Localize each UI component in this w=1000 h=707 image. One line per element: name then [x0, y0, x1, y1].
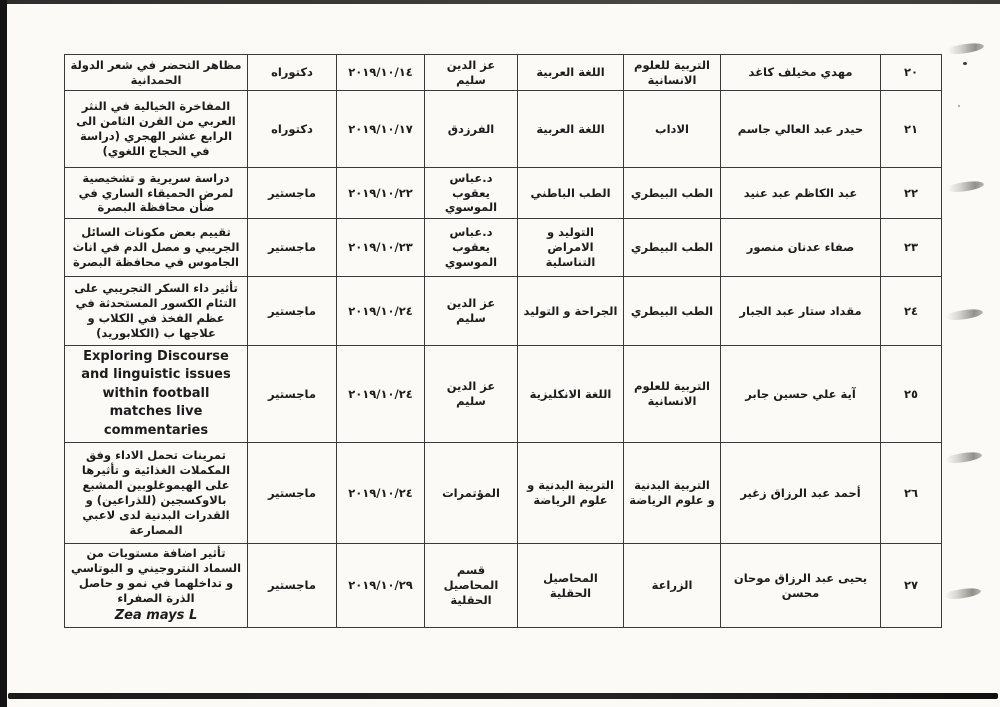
cell-name: حيدر عبد العالي جاسم: [721, 91, 881, 168]
scan-edge-top: [0, 0, 1000, 4]
thesis-title-text: تأثير داء السكر التجريبي على التئام الكسور المستحدثة في عظم الفخذ في الكلاب و علاجها ب (الكلابوريد): [74, 281, 238, 340]
cell-degree: دكتوراه: [248, 91, 337, 168]
cell-degree: ماجستير: [248, 544, 337, 628]
scan-speck: [958, 105, 960, 107]
cell-department: اللغة العربية: [518, 55, 624, 91]
thesis-title-text: مظاهر التحضر في شعر الدولة الحمدانية: [70, 57, 242, 87]
cell-degree: ماجستير: [248, 219, 337, 277]
cell-name: مهدي مخيلف كاغد: [721, 55, 881, 91]
cell-college: الاداب: [624, 91, 721, 168]
cell-name: صفاء عدنان منصور: [721, 219, 881, 277]
cell-no: ٢٥: [881, 346, 942, 443]
cell-department: اللغة الانكليزية: [518, 346, 624, 443]
cell-date: ٢٠١٩/١٠/٢٩: [337, 544, 425, 628]
cell-title: [65, 55, 248, 91]
cell-hall: عز الدين سليم: [425, 277, 518, 346]
thesis-title-text: تمرينات تحمل الاداء وفق المكملات الغذائية و تأثيرها على الهيموغلوبين المشبع بالاوكسجين (للذراعين) و القدرات البدنية لدى لاعبي المصارعة: [81, 448, 231, 538]
cell-title: [65, 346, 248, 443]
scan-smudge: [947, 307, 984, 322]
cell-department: المحاصيل الحقلية: [518, 544, 624, 628]
table-row: [65, 443, 942, 544]
cell-title: [65, 91, 248, 168]
scan-edge-left: [0, 0, 7, 707]
thesis-title-text: تأثير اضافة مستويات من السماد النتروجيني و البوتاسي و تداخلهما في نمو و حاصل الذرة الصفراء: [70, 546, 242, 606]
cell-hall: المؤتمرات: [425, 443, 518, 544]
cell-college: الطب البيطري: [624, 219, 721, 277]
cell-date: ٢٠١٩/١٠/١٤: [337, 55, 425, 91]
cell-hall: د.عباس يعقوب الموسوي: [425, 168, 518, 219]
cell-no: ٢٢: [881, 168, 942, 219]
cell-college: التربية للعلوم الانسانية: [624, 55, 721, 91]
thesis-title-text: تقييم بعض مكونات السائل الجريبي و مصل الدم في اناث الجاموس في محافظة البصرة: [72, 225, 240, 269]
table-row: [65, 55, 942, 91]
table-row: [65, 346, 942, 443]
cell-degree: ماجستير: [248, 168, 337, 219]
cell-degree: دكتوراه: [248, 55, 337, 91]
cell-department: التربية البدنية و علوم الرياضة: [518, 443, 624, 544]
cell-date: ٢٠١٩/١٠/٢٤: [337, 346, 425, 443]
cell-college: الزراعة: [624, 544, 721, 628]
cell-hall: قسم المحاصيل الحقلية: [425, 544, 518, 628]
cell-title: [65, 443, 248, 544]
cell-college: التربية البدنية و علوم الرياضة: [624, 443, 721, 544]
cell-degree: ماجستير: [248, 346, 337, 443]
cell-no: ٢٤: [881, 277, 942, 346]
cell-name: مقداد ستار عبد الجبار: [721, 277, 881, 346]
cell-title: [65, 168, 248, 219]
cell-name: آية علي حسين جابر: [721, 346, 881, 443]
cell-title: [65, 277, 248, 346]
thesis-title-text: Exploring Discourse and linguistic issues within football matches live commentaries: [81, 349, 231, 438]
cell-name: يحيى عبد الرزاق موحان محسن: [721, 544, 881, 628]
thesis-title-text: دراسة سريرية و تشخيصية لمرض الحميقاء الساري في ضأن محافظة البصرة: [78, 170, 234, 215]
thesis-title-latin-name: Zea mays L: [114, 608, 198, 624]
cell-no: ٢٠: [881, 55, 942, 91]
cell-name: عبد الكاظم عبد عنيد: [721, 168, 881, 219]
cell-no: ٢١: [881, 91, 942, 168]
cell-college: الطب البيطري: [624, 277, 721, 346]
cell-college: التربية للعلوم الانسانية: [624, 346, 721, 443]
scan-speck: [963, 62, 967, 65]
cell-degree: ماجستير: [248, 277, 337, 346]
scan-smudge: [948, 179, 985, 194]
cell-department: اللغة العربية: [518, 91, 624, 168]
cell-name: أحمد عبد الرزاق زغير: [721, 443, 881, 544]
scan-smudge: [948, 41, 985, 56]
cell-college: الطب البيطري: [624, 168, 721, 219]
table-row: [65, 544, 942, 628]
cell-hall: د.عباس يعقوب الموسوي: [425, 219, 518, 277]
cell-hall: الفرزدق: [425, 91, 518, 168]
scan-smudge: [946, 450, 983, 465]
cell-date: ٢٠١٩/١٠/٢٣: [337, 219, 425, 277]
cell-hall: عز الدين سليم: [425, 346, 518, 443]
table-row: [65, 91, 942, 168]
cell-department: التوليد و الامراض التناسلية: [518, 219, 624, 277]
cell-date: ٢٠١٩/١٠/٢٤: [337, 443, 425, 544]
cell-degree: ماجستير: [248, 443, 337, 544]
table-body: [65, 55, 942, 628]
table-row: [65, 277, 942, 346]
cell-hall: عز الدين سليم: [425, 55, 518, 91]
cell-title: [65, 544, 248, 628]
cell-department: الجراحة و التوليد: [518, 277, 624, 346]
cell-date: ٢٠١٩/١٠/١٧: [337, 91, 425, 168]
cell-department: الطب الباطني: [518, 168, 624, 219]
table-row: [65, 168, 942, 219]
scan-smudge: [945, 586, 982, 601]
cell-no: ٢٣: [881, 219, 942, 277]
thesis-defense-table: [64, 54, 942, 628]
cell-no: ٢٦: [881, 443, 942, 544]
table-row: [65, 219, 942, 277]
cell-no: ٢٧: [881, 544, 942, 628]
cell-date: ٢٠١٩/١٠/٢٤: [337, 277, 425, 346]
scan-edge-bottom: [8, 693, 998, 699]
thesis-title-text: المفاخرة الخيالية في النثر العربي من القرن الثامن الى الرابع عشر الهجري (دراسة في الحجاج اللغوي): [76, 99, 236, 158]
cell-title: [65, 219, 248, 277]
cell-date: ٢٠١٩/١٠/٢٢: [337, 168, 425, 219]
